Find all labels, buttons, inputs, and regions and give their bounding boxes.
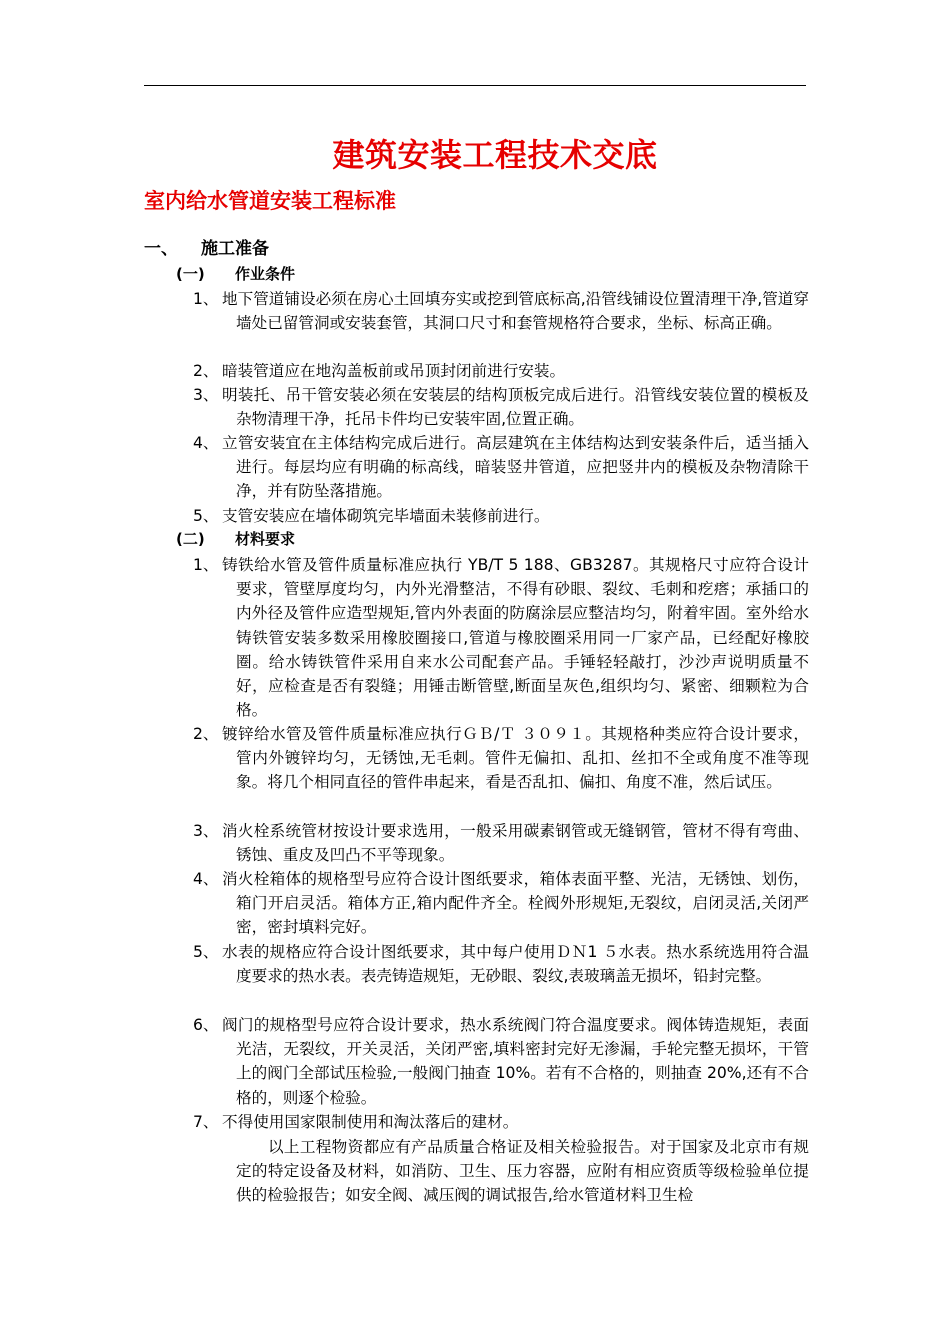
subsection-heading-materials [176,528,295,549]
item-number: 3、 [193,386,219,404]
item-number: 4、 [193,870,219,888]
material-item-5 [193,940,809,988]
item-number: 5、 [193,943,219,961]
item-text: 立管安装宜在主体结构完成后进行。高层建筑在主体结构达到安装条件后，适当插入进行。每层均应有明确的标高线，暗装竖井管道，应把竖井内的模板及杂物清除干净，并有防坠落措施。 [222,434,809,501]
item-text: 消火栓箱体的规格型号应符合设计图纸要求，箱体表面平整、光洁，无锈蚀、划伤，箱门开启灵活。箱体方正,箱内配件齐全。栓阀外形规矩,无裂纹，启闭灵活,关闭严密，密封填料完好。 [222,870,809,937]
material-item-6 [193,1013,809,1110]
item-text: 暗装管道应在地沟盖板前或吊顶封闭前进行安装。 [222,362,566,380]
item-number: 1、 [193,290,219,308]
item-number: 7、 [193,1113,219,1131]
item-number: 3、 [193,822,219,840]
item-number: 5、 [193,507,219,525]
subsection-number: (一) [176,265,205,283]
condition-item-5 [193,504,809,528]
item-text: 不得使用国家限制使用和淘汰落后的建材。 [222,1113,519,1131]
material-item-3 [193,819,809,867]
subsection-heading-conditions [176,263,295,284]
condition-item-1 [193,287,809,335]
material-item-2 [193,722,809,795]
subsection-label: 作业条件 [235,265,296,283]
item-text: 铸铁给水管及管件质量标准应执行 YB/T 5 188、GB3287。其规格尺寸应符合设计要求，管壁厚度均匀，内外光滑整洁，不得有砂眼、裂纹、毛刺和疙瘩；承插口的内外径及管件应造型规矩,管内外表面的防腐涂层应整洁均匀，附着牢固。室外给水铸铁管安装多数采用橡胶圈接口,管道与橡胶圈采用同一厂家产品，已经配好橡胶圈。给水铸铁管件采用自来水公司配套产品。手锤轻轻敲打，沙沙声说明质量不好，应检查是否有裂缝；用锤击断管壁,断面呈灰色,组织均匀、紧密、细颗粒为合格。 [222,556,809,720]
item-text: 镀锌给水管及管件质量标准应执行ＧＢ/Ｔ ３０９１。其规格种类应符合设计要求，管内外镀锌均匀，无锈蚀,无毛刺。管件无偏扣、乱扣、丝扣不全或角度不准等现象。将几个相同直径的管件串起来，看是否乱扣、偏扣、角度不准，然后试压。 [222,725,809,792]
subsection-label: 材料要求 [235,530,296,548]
item-text: 阀门的规格型号应符合设计要求，热水系统阀门符合温度要求。阀体铸造规矩，表面光洁，无裂纹，开关灵活，关闭严密,填料密封完好无渗漏，手轮完整无损坏，干管上的阀门全部试压检验,一般阀门抽查 10%。若有不合格的，则抽查 20%,还有不合格的，则逐个检验。 [222,1016,809,1107]
section-number: 一、 [144,239,178,259]
item-text: 地下管道铺设必须在房心土回填夯实或挖到管底标高,沿管线铺设位置清理干净,管道穿墙处已留管洞或安装套管，其洞口尺寸和套管规格符合要求，坐标、标高正确。 [222,290,809,333]
document-title: 建筑安装工程技术交底 [332,136,658,174]
condition-item-4 [193,431,809,504]
condition-item-2 [193,359,809,383]
material-item-4 [193,867,809,940]
closing-paragraph: 以上工程物资都应有产品质量合格证及相关检验报告。对于国家及北京市有规定的特定设备及材料，如消防、卫生、压力容器，应附有相应资质等级检验单位提供的检验报告；如安全阀、减压阀的调试报告,给水管道材料卫生检 [236,1138,809,1205]
section-heading-1 [144,234,269,259]
header-rule [144,85,806,86]
item-number: 1、 [193,556,219,574]
item-number: 4、 [193,434,219,452]
condition-item-3 [193,383,809,431]
item-number: 6、 [193,1016,219,1034]
item-text: 消火栓系统管材按设计要求选用，一般采用碳素钢管或无缝钢管，管材不得有弯曲、锈蚀、重皮及凹凸不平等现象。 [222,822,809,865]
item-number: 2、 [193,362,219,380]
item-text: 明装托、吊干管安装必须在安装层的结构顶板完成后进行。沿管线安装位置的模板及杂物清理干净，托吊卡件均已安装牢固,位置正确。 [222,386,809,429]
subsection-number: (二) [176,530,205,548]
document-subtitle: 室内给水管道安装工程标准 [144,189,396,213]
material-item-1 [193,553,809,722]
item-text: 支管安装应在墙体砌筑完毕墙面未装修前进行。 [222,507,550,525]
item-number: 2、 [193,725,219,743]
material-item-7 [193,1110,809,1134]
item-text: 水表的规格应符合设计图纸要求，其中每户使用ＤＮ1 ５水表。热水系统选用符合温度要求的热水表。表壳铸造规矩，无砂眼、裂纹,表玻璃盖无损坏，铅封完整。 [222,943,809,986]
section-label: 施工准备 [201,239,269,259]
